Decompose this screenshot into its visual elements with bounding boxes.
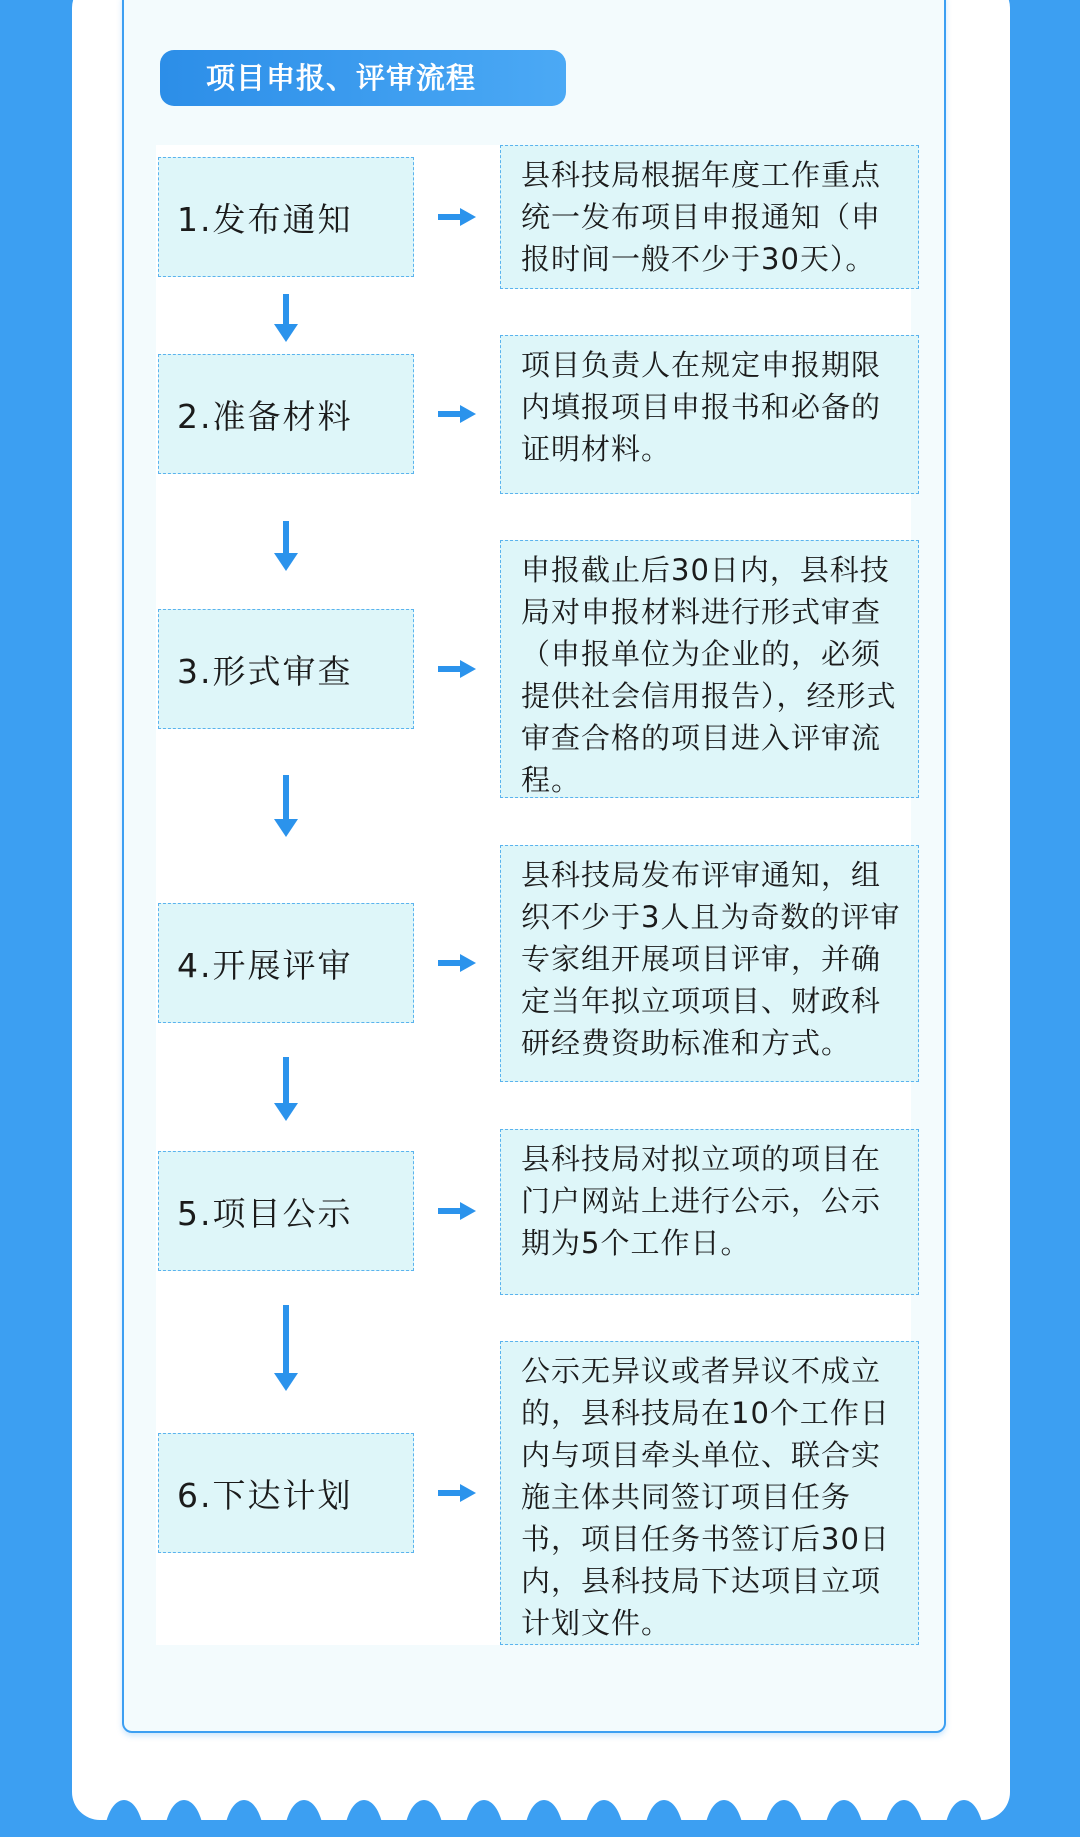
- step-desc-2: 项目负责人在规定申报期限内填报项目申报书和必备的证明材料。: [500, 335, 919, 494]
- edge-bump: [404, 1800, 444, 1837]
- arrow-down-icon: [274, 1305, 298, 1391]
- edge-bump: [524, 1800, 564, 1837]
- arrow-down-icon: [274, 521, 298, 571]
- step-desc-3: 申报截止后30日内，县科技局对申报材料进行形式审查（申报单位为企业的，必须提供社会信用报告），经形式审查合格的项目进入评审流程。: [500, 540, 919, 798]
- edge-bump: [224, 1800, 264, 1837]
- edge-bump: [104, 1800, 144, 1837]
- edge-bump: [884, 1800, 924, 1837]
- ticket-edge-decoration: [72, 1800, 1010, 1837]
- edge-bump: [584, 1800, 624, 1837]
- step-box-1: [158, 157, 414, 277]
- arrow-right-icon: [438, 1202, 476, 1220]
- edge-bump: [824, 1800, 864, 1837]
- step-label-3: 3.形式审查: [177, 651, 353, 691]
- step-desc-4: 县科技局发布评审通知，组织不少于3人且为奇数的评审专家组开展项目评审，并确定当年拟立项项目、财政科研经费资助标准和方式。: [500, 845, 919, 1082]
- step-label-1: 1.发布通知: [177, 199, 353, 239]
- edge-bump: [464, 1800, 504, 1837]
- edge-bump: [164, 1800, 204, 1837]
- step-box-3: [158, 609, 414, 729]
- step-label-5: 5.项目公示: [177, 1193, 353, 1233]
- arrow-down-icon: [274, 294, 298, 342]
- edge-bump: [764, 1800, 804, 1837]
- arrow-right-icon: [438, 208, 476, 226]
- arrow-right-icon: [438, 405, 476, 423]
- page-title: 项目申报、评审流程: [206, 61, 477, 95]
- step-label-6: 6.下达计划: [177, 1475, 353, 1515]
- step-box-4: [158, 903, 414, 1023]
- edge-bump: [284, 1800, 324, 1837]
- edge-bump: [644, 1800, 684, 1837]
- step-box-6: [158, 1433, 414, 1553]
- step-box-2: [158, 354, 414, 474]
- step-desc-6: 公示无异议或者异议不成立的，县科技局在10个工作日内与项目牵头单位、联合实施主体共同签订项目任务书，项目任务书签订后30日内，县科技局下达项目立项计划文件。: [500, 1341, 919, 1645]
- arrow-right-icon: [438, 1484, 476, 1502]
- edge-bump: [344, 1800, 384, 1837]
- arrow-right-icon: [438, 954, 476, 972]
- step-desc-5: 县科技局对拟立项的项目在门户网站上进行公示，公示期为5个工作日。: [500, 1129, 919, 1295]
- arrow-down-icon: [274, 1057, 298, 1121]
- step-label-2: 2.准备材料: [177, 396, 353, 436]
- arrow-right-icon: [438, 660, 476, 678]
- arrow-down-icon: [274, 775, 298, 837]
- step-desc-1: 县科技局根据年度工作重点统一发布项目申报通知（申报时间一般不少于30天）。: [500, 145, 919, 289]
- edge-bump: [944, 1800, 984, 1837]
- step-label-4: 4.开展评审: [177, 945, 353, 985]
- step-box-5: [158, 1151, 414, 1271]
- edge-bump: [704, 1800, 744, 1837]
